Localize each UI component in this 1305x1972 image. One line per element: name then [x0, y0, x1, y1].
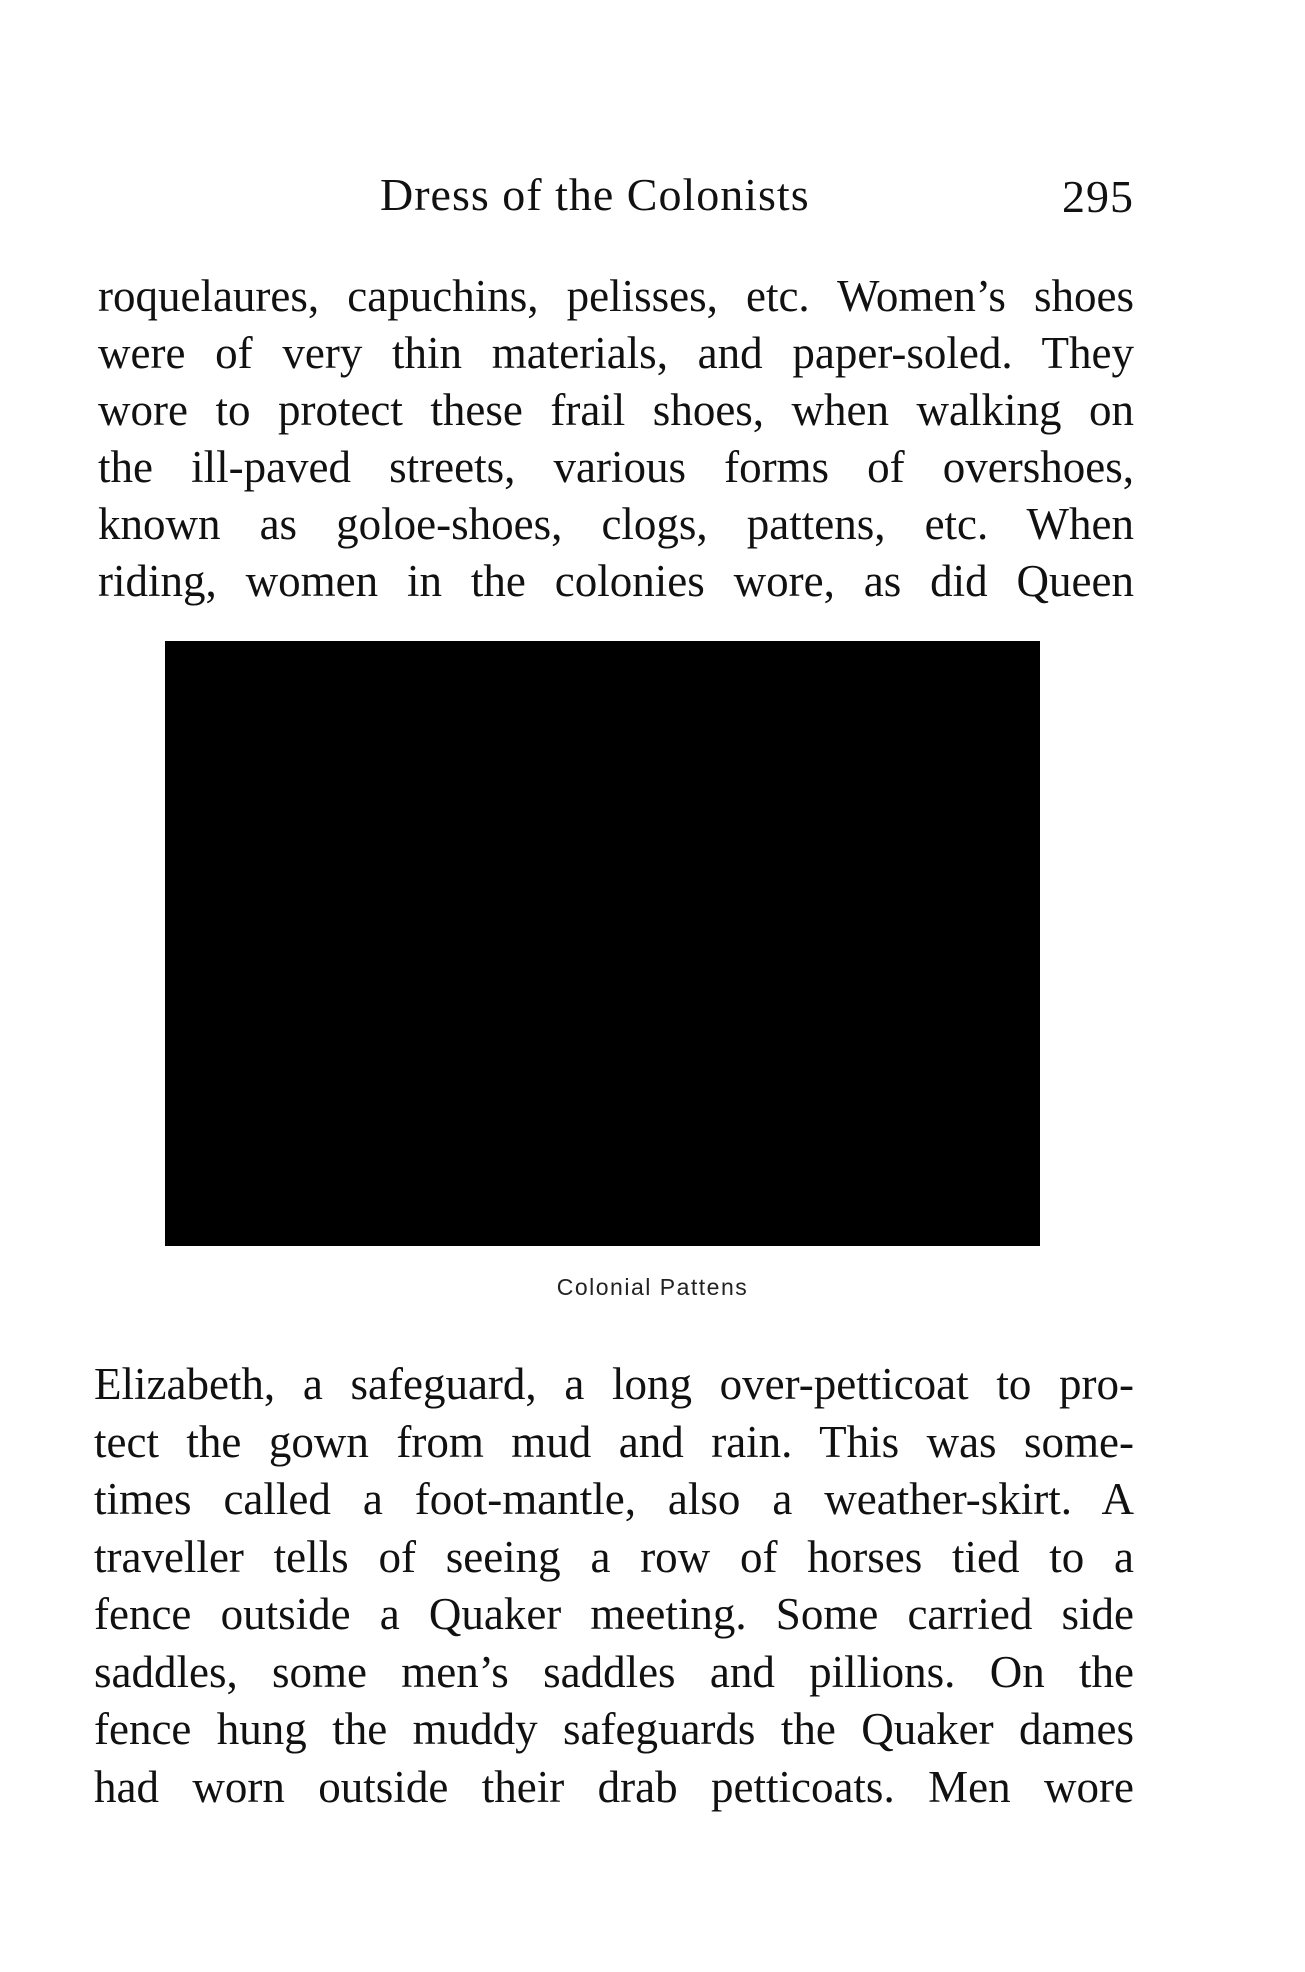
- text-line: tect the gown from mud and rain. This was some-: [94, 1416, 1134, 1467]
- figure-caption: Colonial Pattens: [556, 1274, 749, 1300]
- text-line: riding, women in the colonies wore, as did Queen: [98, 556, 1134, 606]
- text-line: fence hung the muddy safeguards the Quaker dames: [94, 1704, 1134, 1754]
- text-line: were of very thin materials, and paper-soled. They: [98, 328, 1134, 378]
- text-line: the ill-paved streets, various forms of overshoes,: [98, 442, 1134, 492]
- text-line: fence outside a Quaker meeting. Some carried side: [94, 1589, 1134, 1639]
- text-line: had worn outside their drab petticoats. Men wore: [94, 1761, 1134, 1812]
- lower-paragraph: [94, 1356, 1134, 1816]
- page-number: 295: [1062, 171, 1134, 222]
- running-head: [98, 168, 1134, 228]
- text-line: saddles, some men’s saddles and pillions. On the: [94, 1646, 1134, 1697]
- text-line: roquelaures, capuchins, pelisses, etc. Women’s shoes: [98, 271, 1134, 321]
- figure-image: [165, 641, 1040, 1246]
- text-line: traveller tells of seeing a row of horses tied to a: [94, 1531, 1134, 1582]
- text-line: times called a foot-mantle, also a weather-skirt. A: [94, 1474, 1134, 1524]
- text-line: wore to protect these frail shoes, when walking on: [98, 385, 1134, 435]
- text-line: Elizabeth, a safeguard, a long over-petticoat to pro-: [94, 1359, 1134, 1409]
- upper-paragraph: [98, 268, 1134, 610]
- running-title: Dress of the Colonists: [380, 169, 810, 220]
- text-line: known as goloe-shoes, clogs, pattens, etc. When: [98, 499, 1134, 549]
